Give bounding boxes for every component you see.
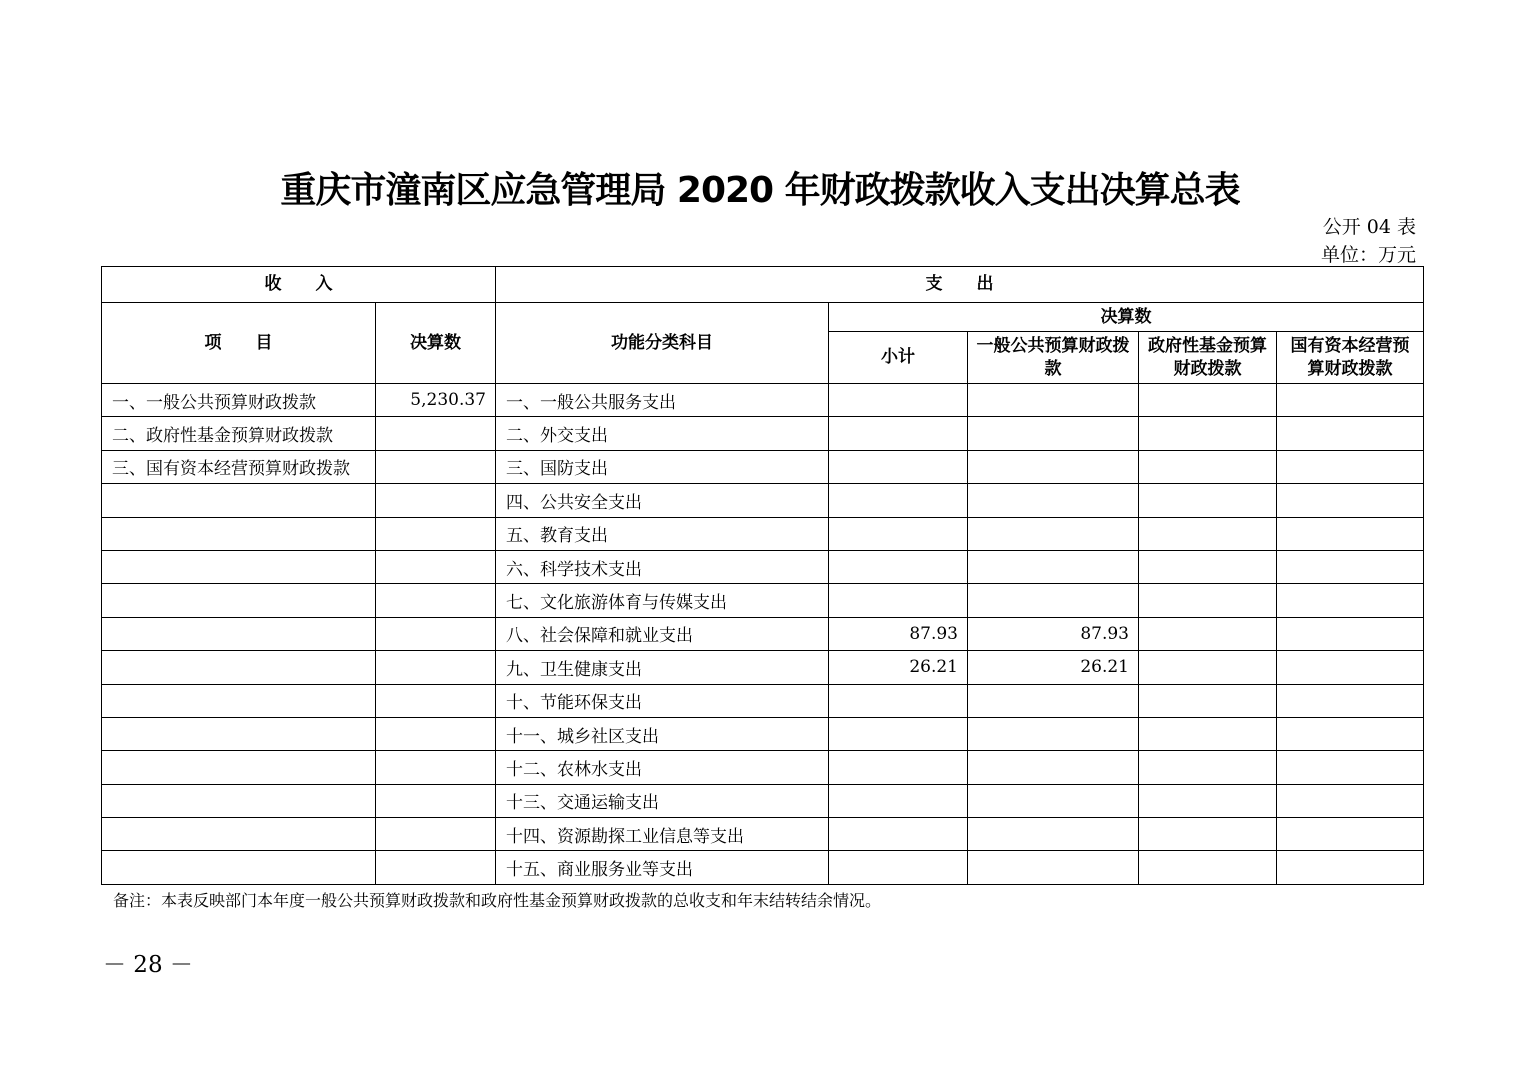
income-item-cell	[102, 684, 376, 717]
income-value-cell	[376, 584, 496, 617]
table-row	[102, 717, 1424, 750]
income-value-cell	[376, 484, 496, 517]
expense-item-cell: 十三、交通运输支出	[496, 784, 829, 817]
income-value-cell	[376, 550, 496, 583]
subtotal-cell	[829, 384, 968, 417]
expense-item-cell: 二、外交支出	[496, 417, 829, 450]
gov-fund-cell	[1139, 517, 1277, 550]
income-value-cell	[376, 517, 496, 550]
general-budget-cell	[968, 484, 1139, 517]
state-capital-cell	[1277, 517, 1424, 550]
subtotal-cell	[829, 550, 968, 583]
expense-item-cell: 八、社会保障和就业支出	[496, 617, 829, 650]
expense-item-cell: 十、节能环保支出	[496, 684, 829, 717]
table-row	[102, 417, 1424, 450]
budget-summary-table	[101, 266, 1424, 885]
income-value-cell	[376, 417, 496, 450]
state-capital-cell	[1277, 684, 1424, 717]
state-capital-cell	[1277, 818, 1424, 851]
expense-item-cell: 五、教育支出	[496, 517, 829, 550]
page-number: － 28 －	[103, 952, 193, 978]
column-header-state-capital: 国有资本经营预算财政拨款	[1277, 332, 1424, 384]
income-value-cell	[376, 751, 496, 784]
gov-fund-cell	[1139, 717, 1277, 750]
column-header-gov-fund: 政府性基金预算财政拨款	[1139, 332, 1277, 384]
table-row	[102, 450, 1424, 483]
income-item-cell	[102, 651, 376, 684]
gov-fund-cell	[1139, 617, 1277, 650]
general-budget-cell: 87.93	[968, 617, 1139, 650]
general-budget-cell	[968, 450, 1139, 483]
income-item-cell	[102, 517, 376, 550]
state-capital-cell	[1277, 450, 1424, 483]
income-value-cell	[376, 450, 496, 483]
state-capital-cell	[1277, 784, 1424, 817]
table-row	[102, 851, 1424, 884]
general-budget-cell	[968, 684, 1139, 717]
table-row	[102, 684, 1424, 717]
general-budget-cell	[968, 550, 1139, 583]
general-budget-cell	[968, 384, 1139, 417]
document-title: 重庆市潼南区应急管理局 2020 年财政拨款收入支出决算总表	[280, 170, 1240, 211]
expense-item-cell: 九、卫生健康支出	[496, 651, 829, 684]
column-header-subtotal: 小计	[829, 332, 968, 384]
table-number: 公开 04 表	[1322, 216, 1416, 238]
gov-fund-cell	[1139, 851, 1277, 884]
income-value-cell	[376, 651, 496, 684]
income-value-cell	[376, 818, 496, 851]
footnote: 备注：本表反映部门本年度一般公共预算财政拨款和政府性基金预算财政拨款的总收支和年末结转结余情况。	[113, 891, 882, 910]
expense-item-cell: 六、科学技术支出	[496, 550, 829, 583]
income-value-cell	[376, 717, 496, 750]
income-item-cell	[102, 851, 376, 884]
income-value-cell	[376, 684, 496, 717]
column-group-final-amount: 决算数	[829, 303, 1424, 332]
expense-item-cell: 十五、商业服务业等支出	[496, 851, 829, 884]
income-value-cell	[376, 851, 496, 884]
state-capital-cell	[1277, 584, 1424, 617]
state-capital-cell	[1277, 417, 1424, 450]
income-value-cell	[376, 784, 496, 817]
gov-fund-cell	[1139, 684, 1277, 717]
table-row	[102, 384, 1424, 417]
income-item-cell	[102, 784, 376, 817]
subtotal-cell	[829, 450, 968, 483]
table-row	[102, 784, 1424, 817]
general-budget-cell	[968, 784, 1139, 817]
income-value-cell	[376, 617, 496, 650]
general-budget-cell	[968, 517, 1139, 550]
general-budget-cell: 26.21	[968, 651, 1139, 684]
income-item-cell	[102, 484, 376, 517]
expense-item-cell: 一、一般公共服务支出	[496, 384, 829, 417]
general-budget-cell	[968, 417, 1139, 450]
income-item-cell	[102, 818, 376, 851]
subtotal-cell	[829, 584, 968, 617]
expense-item-cell: 十二、农林水支出	[496, 751, 829, 784]
income-header: 收 入	[102, 267, 496, 303]
state-capital-cell	[1277, 484, 1424, 517]
expense-header: 支 出	[496, 267, 1424, 303]
gov-fund-cell	[1139, 417, 1277, 450]
income-item-cell	[102, 584, 376, 617]
table-row	[102, 484, 1424, 517]
expense-item-cell: 十一、城乡社区支出	[496, 717, 829, 750]
table-row	[102, 517, 1424, 550]
income-item-cell	[102, 717, 376, 750]
income-value-cell: 5,230.37	[376, 384, 496, 417]
table-body	[102, 384, 1424, 885]
column-header-final-amount: 决算数	[376, 303, 496, 384]
income-item-cell: 一、一般公共预算财政拨款	[102, 384, 376, 417]
subtotal-cell	[829, 784, 968, 817]
subtotal-cell	[829, 818, 968, 851]
subtotal-cell	[829, 517, 968, 550]
unit-label: 单位：万元	[1320, 244, 1416, 266]
state-capital-cell	[1277, 617, 1424, 650]
gov-fund-cell	[1139, 651, 1277, 684]
gov-fund-cell	[1139, 751, 1277, 784]
general-budget-cell	[968, 818, 1139, 851]
state-capital-cell	[1277, 550, 1424, 583]
table-row	[102, 651, 1424, 684]
general-budget-cell	[968, 751, 1139, 784]
table-row	[102, 584, 1424, 617]
table-row	[102, 751, 1424, 784]
expense-item-cell: 四、公共安全支出	[496, 484, 829, 517]
subtotal-cell	[829, 484, 968, 517]
state-capital-cell	[1277, 717, 1424, 750]
gov-fund-cell	[1139, 818, 1277, 851]
column-header-general-budget: 一般公共预算财政拨款	[968, 332, 1139, 384]
general-budget-cell	[968, 717, 1139, 750]
gov-fund-cell	[1139, 784, 1277, 817]
income-item-cell	[102, 617, 376, 650]
income-item-cell: 三、国有资本经营预算财政拨款	[102, 450, 376, 483]
table-row	[102, 617, 1424, 650]
state-capital-cell	[1277, 384, 1424, 417]
subtotal-cell	[829, 684, 968, 717]
state-capital-cell	[1277, 851, 1424, 884]
table-row	[102, 550, 1424, 583]
subtotal-cell	[829, 851, 968, 884]
expense-item-cell: 七、文化旅游体育与传媒支出	[496, 584, 829, 617]
column-header-item: 项 目	[102, 303, 376, 384]
gov-fund-cell	[1139, 384, 1277, 417]
column-header-function-category: 功能分类科目	[496, 303, 829, 384]
gov-fund-cell	[1139, 584, 1277, 617]
subtotal-cell: 26.21	[829, 651, 968, 684]
general-budget-cell	[968, 851, 1139, 884]
income-item-cell	[102, 550, 376, 583]
expense-item-cell: 十四、资源勘探工业信息等支出	[496, 818, 829, 851]
subtotal-cell	[829, 717, 968, 750]
state-capital-cell	[1277, 651, 1424, 684]
general-budget-cell	[968, 584, 1139, 617]
subtotal-cell	[829, 417, 968, 450]
gov-fund-cell	[1139, 484, 1277, 517]
income-item-cell: 二、政府性基金预算财政拨款	[102, 417, 376, 450]
state-capital-cell	[1277, 751, 1424, 784]
table-row	[102, 818, 1424, 851]
expense-item-cell: 三、国防支出	[496, 450, 829, 483]
income-item-cell	[102, 751, 376, 784]
subtotal-cell: 87.93	[829, 617, 968, 650]
gov-fund-cell	[1139, 550, 1277, 583]
gov-fund-cell	[1139, 450, 1277, 483]
subtotal-cell	[829, 751, 968, 784]
